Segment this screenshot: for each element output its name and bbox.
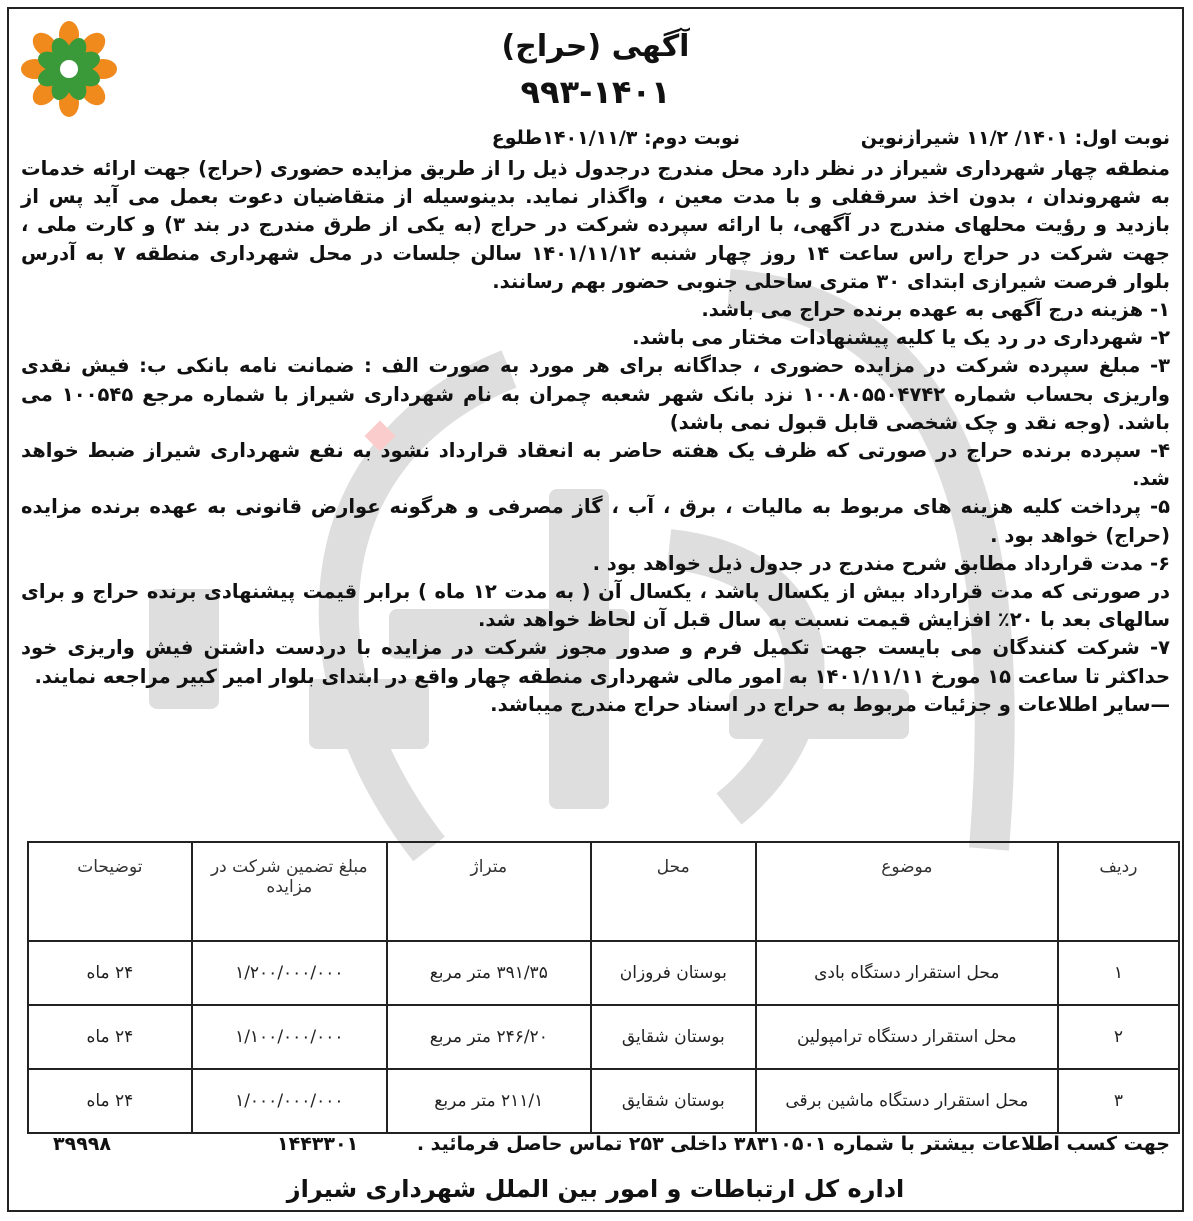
cell-subject: محل استقرار دستگاه بادی [756,941,1058,1005]
header-area: متراژ [387,842,591,941]
cell-guarantee: ۱/۲۰۰/۰۰۰/۰۰۰ [192,941,387,1005]
condition-item: ۶- مدت قرارداد مطابق شرح مندرج در جدول ذیل خواهد بود . [592,551,1170,575]
cell-area: ۳۹۱/۳۵ متر مربع [387,941,591,1005]
contact-text: جهت کسب اطلاعات بیشتر با شماره ۳۸۳۱۰۵۰۱ داخلی ۲۵۳ تماس حاصل فرمائید . [416,1133,1170,1155]
cell-row-number: ۳ [1058,1069,1179,1133]
ad-code: ۱۴۴۳۳۰۱ [277,1133,359,1155]
header-place: محل [591,842,756,941]
cell-area: ۲۴۶/۲۰ متر مربع [387,1005,591,1069]
cell-place: بوستان شقایق [591,1005,756,1069]
condition-item: ۴- سپرده برنده حراج در صورتی که ظرف یک هفته حاضر به انعقاد قرارداد نشود به نفع شهرداری شیراز ضبط خواهد شد. [21,439,1170,491]
ad-serial: ۳۹۹۹۸ [53,1133,111,1155]
cell-place: بوستان فروزان [591,941,756,1005]
header-row-number: ردیف [1058,842,1179,941]
condition-item: ۷- شرکت کنندگان می بایست جهت تکمیل فرم و صدور مجوز شرکت در مزایده با دردست داشتن فیش واریزی خود حداکثر تا ساعت ۱۵ مورخ ۱۴۰۱/۱۱/۱۱ به امور مالی شهرداری منطقه چهار واقع در ابتدای بلوار امیر کبیر مراجعه نمایند. [21,636,1170,688]
cell-description: ۲۴ ماه [28,941,192,1005]
notice-body [21,155,1170,719]
table-row [28,1005,1179,1069]
cell-row-number: ۲ [1058,1005,1179,1069]
condition-item: ۳- مبلغ سپرده شرکت در مزایده حضوری ، جداگانه برای هر مورد به صورت الف : ضمانت نامه بانکی ب: فیش نقدی واریزی بحساب شماره ۱۰۰۸۰۵۵۰۴۷۴۲ نزد بانک شهر شعبه چمران به نام شهرداری شیراز با شماره مرجع ۱۰۰۵۴۵ می باشد. (وجه نقد و چک شخصی قابل قبول نمی باشد) [21,354,1171,434]
table-header-row [28,842,1179,941]
condition-item: در صورتی که مدت قرارداد بیش از یکسال باشد ، یکسال آن ( به مدت ۱۲ ماه ) برابر قیمت پیشنهادی برنده حراج و برای سالهای بعد با ۲۰٪ افزایش قیمت نسبت به سال قبل آن لحاظ خواهد شد. [21,580,1170,632]
cell-place: بوستان شقایق [591,1069,756,1133]
condition-item: ۲- شهرداری در رد یک یا کلیه پیشنهادات مختار می باشد. [632,326,1170,350]
cell-description: ۲۴ ماه [28,1005,192,1069]
cell-guarantee: ۱/۰۰۰/۰۰۰/۰۰۰ [192,1069,387,1133]
auction-table-wrap [27,841,1180,1134]
cell-subject: محل استقرار دستگاه ماشین برقی [756,1069,1058,1133]
header-description: توضیحات [28,842,192,941]
cell-row-number: ۱ [1058,941,1179,1005]
condition-item: ۵- پرداخت کلیه هزینه های مربوط به مالیات ، برق ، آب ، گاز مصرفی و هرگونه عوارض قانونی به عهده برنده مزایده (حراج) خواهد بود . [21,495,1170,547]
footer-title: اداره کل ارتباطات و امور بین الملل شهرداری شیراز [286,1175,905,1203]
table-row [28,1069,1179,1133]
auction-table [27,841,1180,1134]
publication-dates [119,127,1170,151]
second-publication: نوبت دوم: ۱۴۰۱/۱۱/۳طلوع [491,127,740,149]
cell-area: ۲۱۱/۱ متر مربع [387,1069,591,1133]
header-subject: موضوع [756,842,1058,941]
notice-number: ۹۹۳-۱۴۰۱ [520,73,671,111]
notice-frame [7,7,1184,1212]
cell-subject: محل استقرار دستگاه ترامپولین [756,1005,1058,1069]
intro-paragraph: منطقه چهار شهرداری شیراز در نظر دارد محل مندرج درجدول ذیل را از طریق مزایده حضوری (حراج) جهت ارائه خدمات به شهروندان ، بدون اخذ سرقفلی و با مدت معین ، واگذار نماید. بدینوسیله از متقاضیان دعوت بعمل می آید پس از بازدید و رؤیت محلهای مندرج در آگهی، با ارائه سپرده شرکت در حراج (به یکی از طرق مندرج در بند ۳) و کارت ملی ، جهت شرکت در حراج راس ساعت ۱۴ روز چهار شنبه ۱۴۰۱/۱۱/۱۲ سالن جلسات در محل شهرداری منطقه ۷ به آدرس بلوار فرصت شیرازی ابتدای ۳۰ متری ساحلی جنوبی حضور بهم رسانند. [21,157,1170,293]
cell-description: ۲۴ ماه [28,1069,192,1133]
notice-title: آگهی (حراج) [501,29,690,64]
cell-guarantee: ۱/۱۰۰/۰۰۰/۰۰۰ [192,1005,387,1069]
header-guarantee: مبلغ تضمین شرکت در مزایده [192,842,387,941]
contact-row [49,1133,1170,1161]
condition-item: —سایر اطلاعات و جزئیات مربوط به حراج در اسناد حراج مندرج میباشد. [490,692,1170,716]
condition-item: ۱- هزینه درج آگهی به عهده برنده حراج می باشد. [701,298,1170,322]
table-row [28,941,1179,1005]
first-publication: نوبت اول: ۱۴۰۱/ ۱۱/۲ شیرازنوین [860,127,1170,149]
